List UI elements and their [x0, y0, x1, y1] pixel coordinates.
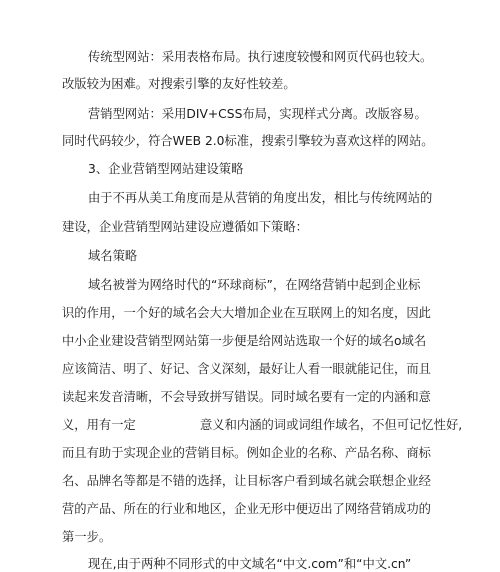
paragraph-marketing-site-line-2: 同时代码较少，符合WEB 2.0标准，搜索引擎较为喜欢这样的网站。	[62, 134, 434, 148]
paragraph-domain-line-2: 识的作用，一个好的域名会大大增加企业在互联网上的知名度，因此	[62, 306, 431, 320]
section-heading: 3、企业营销型网站建设策略	[88, 162, 244, 176]
paragraph-strategy-intro-line-1: 由于不再从美工角度而是从营销的角度出发，相比与传统网站的	[88, 191, 433, 205]
paragraph-domain-line-10: 第一步。	[62, 530, 112, 544]
paragraph-domain-line-6b: 意义和内涵的词或词组作域名，不但可记忆性好,	[200, 418, 463, 432]
paragraph-marketing-site-line-1: 营销型网站：采用DIV+CSS布局，实现样式分离。改版容易。	[88, 107, 427, 121]
paragraph-domain-line-5: 读起来发音清晰，不会导致拼写错误。同时域名要有一定的内涵和意	[62, 390, 431, 404]
paragraph-domain-line-9: 营的产品、所在的行业和地区，企业无形中便迈出了网络营销成功的	[62, 502, 431, 516]
paragraph-domain-line-1: 域名被誉为网络时代的“环球商标”，在网络营销中起到企业标	[88, 278, 421, 292]
paragraph-traditional-site-line-2: 改版较为困难。对搜索引擎的友好性较差。	[62, 77, 296, 91]
paragraph-domain-line-6a: 义，用有一定	[62, 418, 136, 432]
paragraph-domain-line-7: 而且有助于实现企业的营销目标。例如企业的名称、产品名称、商标	[62, 446, 431, 460]
paragraph-domain-line-3: 中小企业建设营销型网站第一步便是给网站选取一个好的域名o域名	[62, 334, 427, 348]
subheading-domain-strategy: 域名策略	[88, 249, 138, 263]
paragraph-domain-line-4: 应该简洁、明了、好记、含义深刻，最好让人看一眼就能记住，而且	[62, 362, 431, 376]
paragraph-chinese-domain-line-1: 现在,由于两种不同形式的中文域名“中文.com”和“中文.cn”	[88, 557, 412, 571]
paragraph-strategy-intro-line-2: 建设，企业营销型网站建设应遵循如下策略：	[62, 220, 308, 234]
paragraph-traditional-site-line-1: 传统型网站：采用表格布局。执行速度较慢和网页代码也较大。	[88, 50, 433, 64]
paragraph-domain-line-8: 名、品牌名等都是不错的选择，让目标客户看到域名就会联想企业经	[62, 474, 431, 488]
